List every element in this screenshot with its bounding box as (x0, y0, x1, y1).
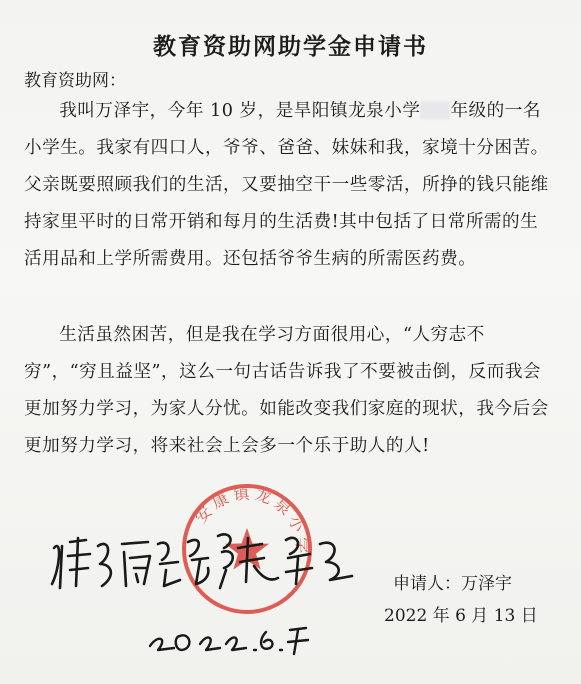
document-title: 教育资助网助学金申请书 (153, 33, 428, 60)
paragraph-1 (24, 93, 549, 278)
handwritten-endorsement (40, 508, 370, 668)
applicant-signature: 申请人：万泽宇 (393, 574, 512, 594)
redacted-grade (420, 101, 450, 119)
salutation: 教育资助网： (24, 71, 126, 91)
paragraph-1-start: 我叫万泽宇，今年 10 岁，是旱阳镇龙泉小学 (59, 101, 421, 121)
letter-date: 2022 年 6 月 13 日 (384, 606, 538, 626)
handwritten-date-mark (150, 628, 308, 654)
paragraph-1-rest: 年级的一名小学生。我家有四口人，爷爷、爸爸、妹妹和我，家境十分困苦。父亲既要照顾我们的生活，又要抽空干一些零活，所挣的钱只能维持家里平时的日常开销和每月的生活费!其中包括了日常所需的生活用品和上学所需费用。还包括爷爷生病的所需医药费。 (24, 101, 549, 269)
paragraph-2: 生活虽然困苦，但是我在学习方面很用心，“人穷志不穷”，“穷且益坚”，这么一句古话告诉我了不要被击倒，反而我会更加努力学习，为家人分忧。如能改变我们家庭的现状，我今后会更加努力学习，将来社会上会多一个乐于助人的人! (24, 325, 549, 456)
seal-text: 安康镇龙泉小学 (190, 483, 313, 558)
